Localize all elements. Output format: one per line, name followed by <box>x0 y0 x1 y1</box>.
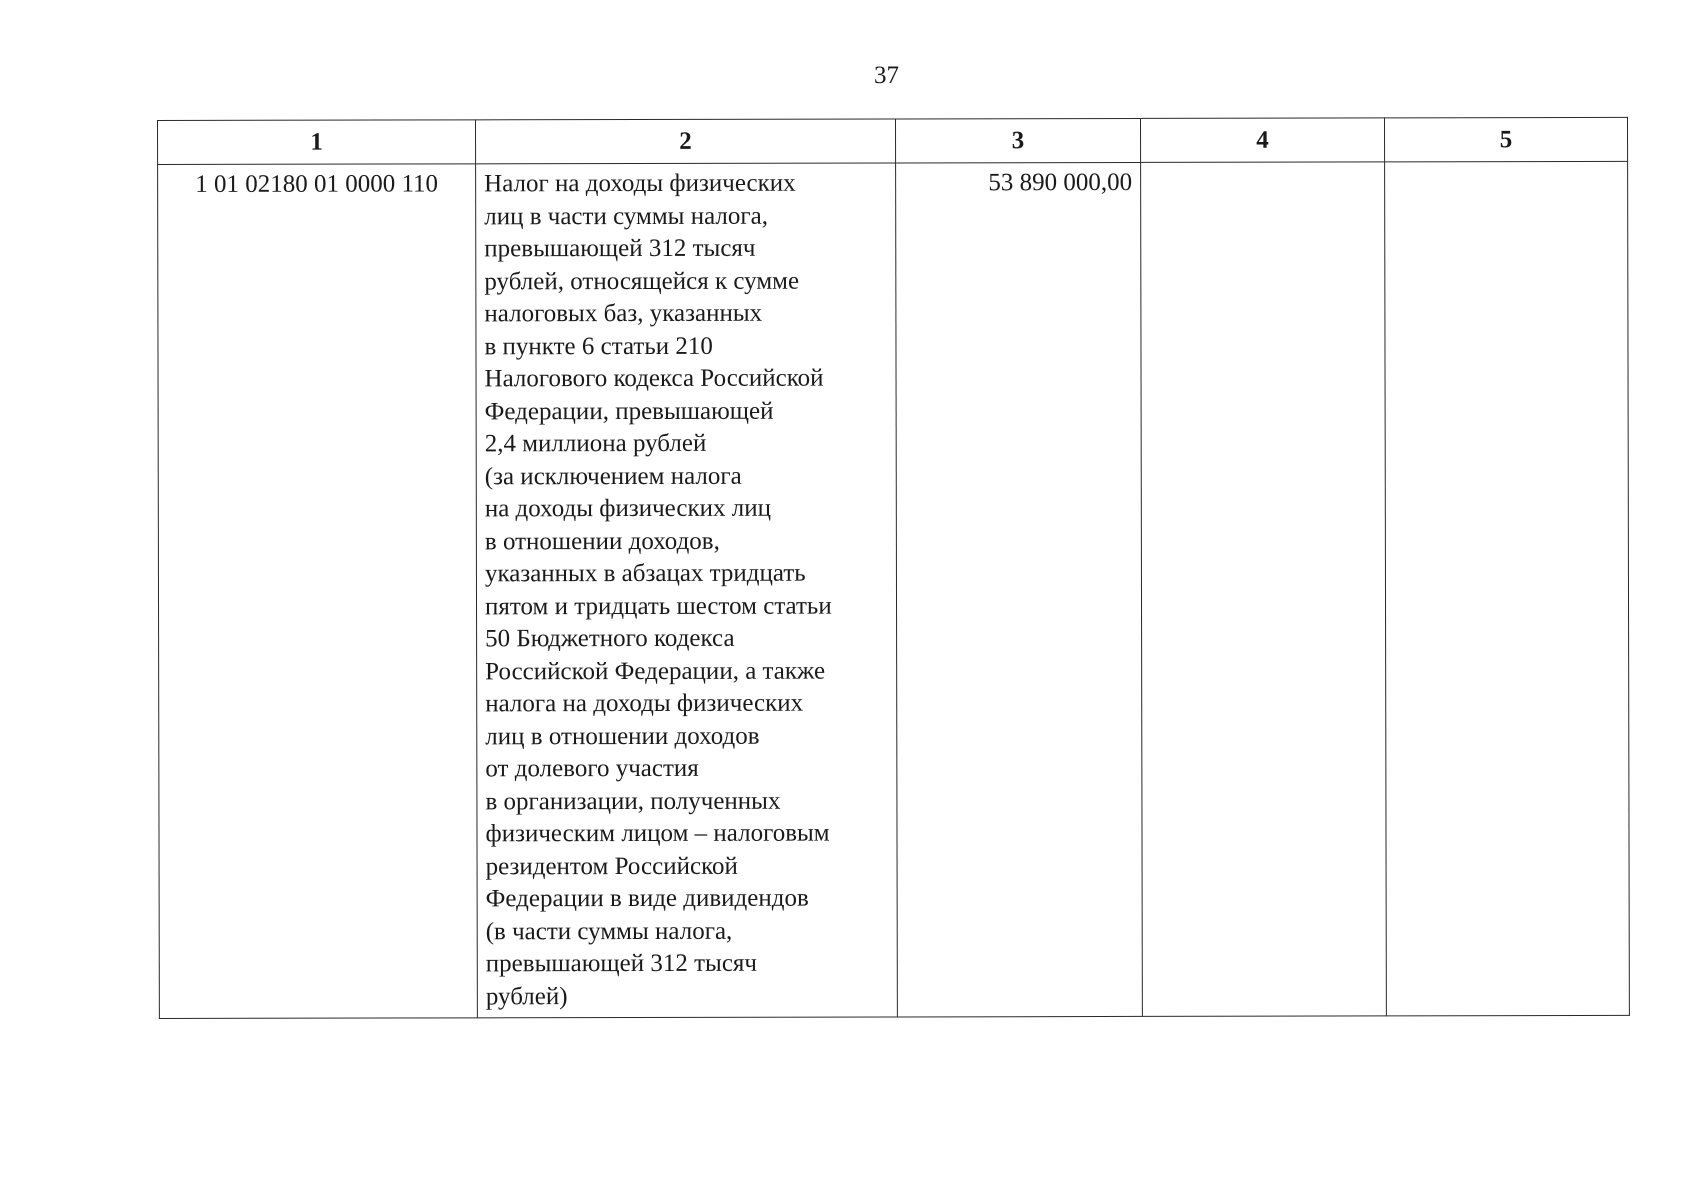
income-name-line: рублей) <box>485 982 568 1010</box>
income-name-line: 2,4 миллиона рублей <box>484 429 707 458</box>
column-header-2: 2 <box>476 119 896 164</box>
income-code-cell: 1 01 02180 01 0000 110 <box>158 164 478 1019</box>
income-name-line: на доходы физических лиц <box>484 494 771 523</box>
income-name-line: (в части суммы налога, <box>485 917 733 945</box>
income-name-line: лиц в части суммы налога, <box>484 202 768 230</box>
income-name-line: 50 Бюджетного кодекса <box>485 624 735 653</box>
income-name-line: указанных в абзацах тридцать <box>484 559 806 588</box>
amount-column-5-cell <box>1385 161 1630 1016</box>
income-name-line: пятом и тридцать шестом статьи <box>484 592 832 620</box>
income-name-cell <box>476 163 898 1018</box>
column-header-4: 4 <box>1140 118 1384 163</box>
income-name-line: Федерации, превышающей <box>484 397 774 425</box>
income-name-line: превышающей 312 тысяч <box>485 949 758 978</box>
income-name-line: рублей, относящейся к сумме <box>484 267 800 295</box>
column-header-5: 5 <box>1384 117 1627 162</box>
page-number: 37 <box>874 62 899 89</box>
column-header-1: 1 <box>158 120 476 165</box>
income-name-line: Федерации в виде дивидендов <box>485 884 809 913</box>
income-name-line: Налог на доходы физических <box>484 169 796 198</box>
column-header-3: 3 <box>895 118 1140 163</box>
table-header-row <box>158 117 1628 164</box>
income-name-line: Налогового кодекса Российской <box>484 364 824 393</box>
income-name-line: Российской Федерации, а также <box>485 657 826 685</box>
budget-table <box>157 117 1630 1019</box>
income-name-line: от долевого участия <box>485 754 699 783</box>
income-name-line: превышающей 312 тысяч <box>484 234 756 263</box>
income-name-line: (за исключением налога <box>484 462 742 490</box>
income-name-line: резидентом Российской <box>485 852 738 880</box>
income-name-line: налога на доходы физических <box>485 689 804 718</box>
income-name-line: физическим лицом – налоговым <box>485 819 830 848</box>
amount-column-4-cell <box>1141 162 1387 1017</box>
income-name-line: в отношении доходов, <box>484 527 720 555</box>
amount-column-3-cell: 53 890 000,00 <box>896 162 1143 1017</box>
income-name-line: лиц в отношении доходов <box>485 722 760 750</box>
table-row <box>158 161 1630 1018</box>
income-name-line: в пункте 6 статьи 210 <box>484 332 713 360</box>
income-name-line: в организации, полученных <box>485 787 781 815</box>
income-name-line: налоговых баз, указанных <box>484 299 763 328</box>
